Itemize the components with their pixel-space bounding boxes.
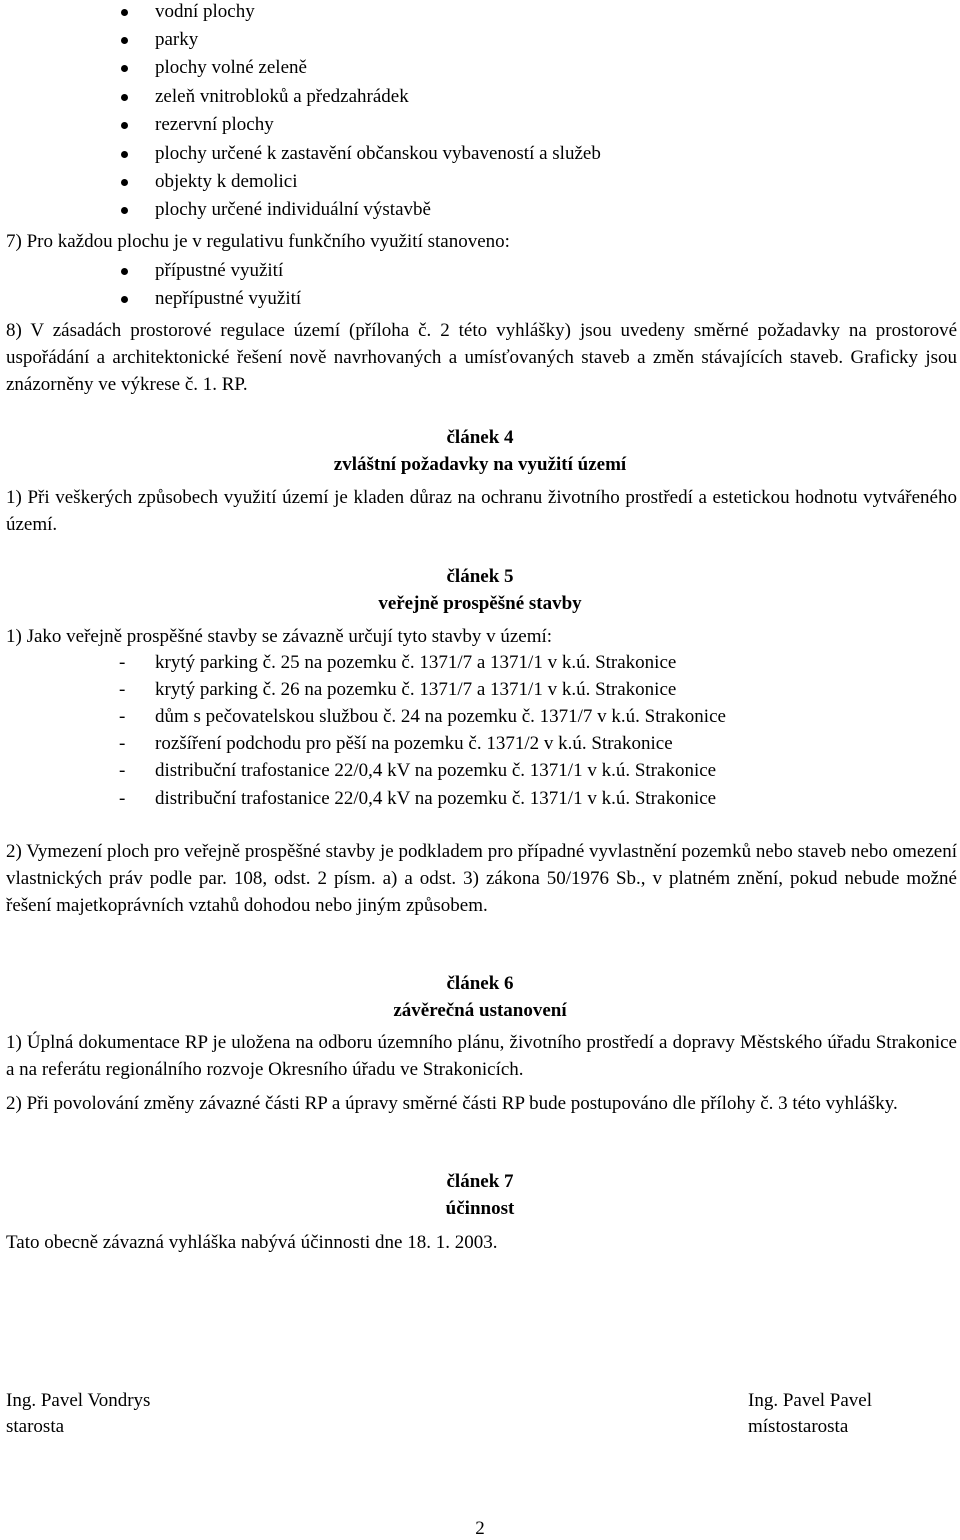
bullet-icon — [121, 151, 128, 158]
signature-left-role: starosta — [6, 1416, 65, 1437]
dash-marker: - — [119, 760, 126, 781]
list-item-text: plochy určené individuální výstavbě — [155, 199, 431, 220]
list-item-text: vodní plochy — [155, 1, 255, 22]
article-6-paragraph-2: 2) Při povolování změny závazné části RP a úpravy směrné části RP bude postupováno dle přílohy č. 3 této vyhlášky. — [6, 1093, 898, 1114]
list-item-text: dům s pečovatelskou službou č. 24 na pozemku č. 1371/7 v k.ú. Strakonice — [155, 706, 726, 727]
list-item-text: přípustné využití — [155, 260, 284, 281]
article-5-intro: 1) Jako veřejně prospěšné stavby se závazně určují tyto stavby v území: — [6, 626, 553, 647]
article-6-heading: článek 6 — [446, 973, 514, 994]
dash-marker: - — [119, 706, 126, 727]
list-item-text: distribuční trafostanice 22/0,4 kV na pozemku č. 1371/1 v k.ú. Strakonice — [155, 760, 717, 781]
article-7-paragraph: Tato obecně závazná vyhláška nabývá účinnosti dne 18. 1. 2003. — [6, 1232, 498, 1253]
article-5-paragraph-2: 2) Vymezení ploch pro veřejně prospěšné stavby je podkladem pro případné vyvlastnění pozemků nebo staveb nebo omezení vlastnických práv podle par. 108, odst. 2 písm. a) a odst. 3) zákona 50/1976 Sb., v platném znění, pokud nebude možné řešení majetkoprávních vztahů dohodou nebo jiným způsobem. — [6, 841, 957, 916]
article-6-paragraph-1: 1) Úplná dokumentace RP je uložena na odboru územního plánu, životního prostředí a dopravy Městského úřadu Strakonice a na referátu regionálního rozvoje Okresního úřadu ve Strakonicích. — [6, 1032, 957, 1080]
article-7-heading: článek 7 — [446, 1171, 514, 1192]
article-7-title: účinnost — [445, 1198, 515, 1219]
list-item-text: krytý parking č. 26 na pozemku č. 1371/7 a 1371/1 v k.ú. Strakonice — [155, 679, 677, 700]
list-item-text: plochy určené k zastavění občanskou vybaveností a služeb — [155, 143, 601, 164]
bullet-icon — [121, 37, 128, 44]
list-item-text: plochy volné zeleně — [155, 57, 307, 78]
item-8-paragraph: 8) V zásadách prostorové regulace území (příloha č. 2 této vyhlášky) jsou uvedeny směrné požadavky na prostorové uspořádání a architektonické řešení nově navrhovaných a umísťovaných staveb a změn stávajících staveb. Graficky jsou znázorněny ve výkrese č. 1. RP. — [6, 320, 957, 395]
signature-left-name: Ing. Pavel Vondrys — [6, 1390, 151, 1411]
dash-marker: - — [119, 679, 126, 700]
dash-marker: - — [119, 733, 126, 754]
bullet-icon — [121, 94, 128, 101]
dash-marker: - — [119, 652, 126, 673]
signature-right-name: Ing. Pavel Pavel — [748, 1390, 873, 1411]
bullet-icon — [121, 122, 128, 129]
item-7-text: 7) Pro každou plochu je v regulativu funkčního využití stanoveno: — [6, 231, 510, 252]
list-item-text: rezervní plochy — [155, 114, 274, 135]
bullet-icon — [121, 268, 128, 275]
dash-marker: - — [119, 788, 126, 809]
bullet-icon — [121, 65, 128, 72]
list-item-text: rozšíření podchodu pro pěší na pozemku č. 1371/2 v k.ú. Strakonice — [155, 733, 673, 754]
bullet-icon — [121, 207, 128, 214]
bullet-icon — [121, 296, 128, 303]
list-item-text: distribuční trafostanice 22/0,4 kV na pozemku č. 1371/1 v k.ú. Strakonice — [155, 788, 717, 809]
page-number: 2 — [475, 1518, 485, 1539]
article-5-heading: článek 5 — [446, 566, 514, 587]
article-6-title: závěrečná ustanovení — [393, 1000, 567, 1021]
bullet-icon — [121, 9, 128, 16]
signature-right-role: místostarosta — [748, 1416, 849, 1437]
article-4-paragraph: 1) Při veškerých způsobech využití území je kladen důraz na ochranu životního prostředí a estetickou hodnotu vytvářeného území. — [6, 487, 957, 535]
article-4-title: zvláštní požadavky na využití území — [333, 454, 627, 475]
bullet-icon — [121, 179, 128, 186]
list-item-text: parky — [155, 29, 199, 50]
list-item-text: nepřípustné využití — [155, 288, 302, 309]
list-item-text: krytý parking č. 25 na pozemku č. 1371/7 a 1371/1 v k.ú. Strakonice — [155, 652, 677, 673]
list-item-text: objekty k demolici — [155, 171, 298, 192]
list-item-text: zeleň vnitrobloků a předzahrádek — [155, 86, 409, 107]
article-5-title: veřejně prospěšné stavby — [378, 593, 582, 614]
article-4-heading: článek 4 — [446, 427, 514, 448]
